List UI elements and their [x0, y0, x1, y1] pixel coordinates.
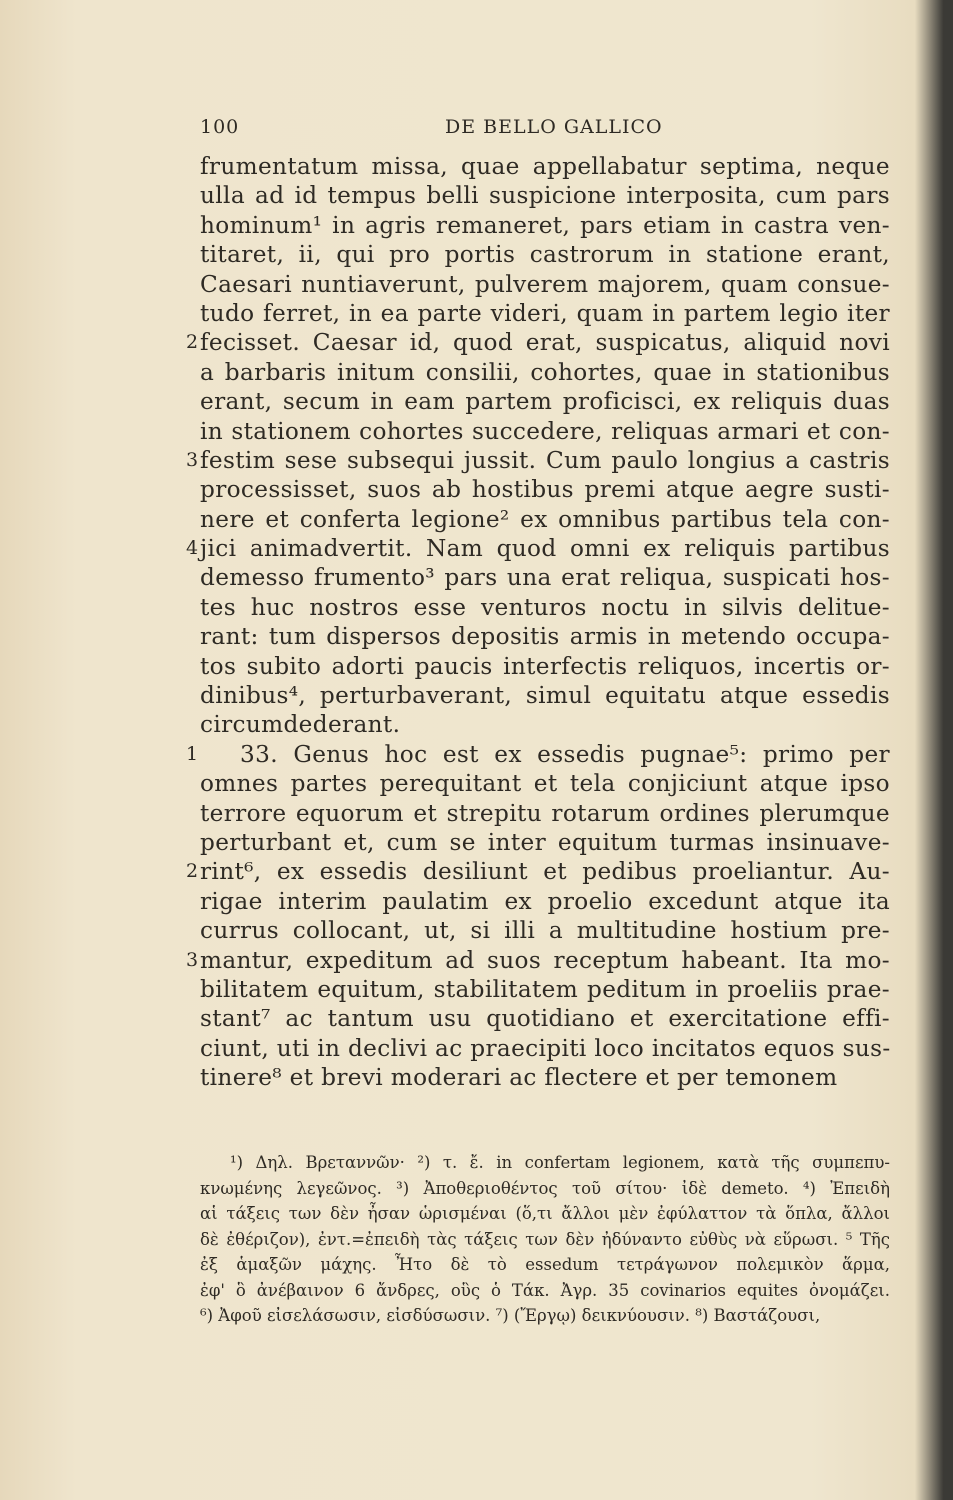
text-line: [186, 740, 890, 769]
text-line-content: rant: tum dispersos depositis armis in metendo occupa-: [200, 623, 890, 651]
main-text: [186, 152, 891, 1093]
text-line-content: tes huc nostros esse venturos noctu in silvis delitue-: [200, 593, 890, 621]
text-line: [200, 358, 890, 387]
text-line-content: dinibus⁴, perturbaverant, simul equitatu atque essedis: [200, 682, 890, 710]
text-line: [200, 240, 890, 269]
page-header: [200, 116, 880, 146]
text-line: [200, 563, 890, 592]
text-line: [200, 916, 890, 945]
text-line-content: perturbant et, cum se inter equitum turmas insinuave-: [200, 828, 890, 856]
text-line-content: currus collocant, ut, si illi a multitudine hostium pre-: [200, 917, 890, 945]
text-line: [200, 1034, 890, 1063]
text-line-content: nere et conferta legione² ex omnibus partibus tela con-: [200, 505, 890, 533]
text-line: [186, 446, 890, 475]
footnote-line: ¹) Δηλ. Βρεταννῶν· ²) τ. ἔ. in confertam legionem, κατὰ τῆς συμπεπυ-: [230, 1153, 890, 1172]
text-line: [200, 887, 890, 916]
running-title: DE BELLO GALLICO: [445, 116, 663, 138]
text-line: [200, 593, 890, 622]
text-line: [200, 475, 890, 504]
text-line: [186, 534, 890, 563]
text-line-content: processisset, suos ab hostibus premi atque aegre susti-: [200, 476, 890, 504]
footnote-line: αἱ τάξεις των δὲν ἦσαν ὡρισμέναι (ὅ,τι ἄλλοι μὲν ἐφύλαττον τὰ ὅπλα, ἄλλοι: [200, 1204, 890, 1223]
margin-section-number: 1: [186, 742, 199, 765]
text-line: [200, 387, 890, 416]
text-line-content: 33. Genus hoc est ex essedis pugnae⁵: primo per: [240, 740, 890, 768]
text-line: [200, 769, 890, 798]
text-line-content: hominum¹ in agris remaneret, pars etiam in castra ven-: [200, 211, 890, 239]
text-line-content: bilitatem equitum, stabilitatem peditum in proeliis prae-: [200, 975, 890, 1003]
margin-section-number: 3: [186, 948, 199, 971]
page-number: 100: [200, 116, 240, 138]
text-line-content: frumentatum missa, quae appellabatur septima, neque: [200, 153, 890, 180]
text-line: [200, 799, 890, 828]
text-line-content: titaret, ii, qui pro portis castrorum in statione erant,: [200, 241, 890, 269]
text-line-content: tos subito adorti paucis interfectis reliquos, incertis or-: [200, 652, 890, 680]
text-line: [200, 211, 890, 240]
text-line-content: rint⁶, ex essedis desiliunt et pedibus proeliantur. Au-: [200, 858, 890, 886]
text-line-content: circumdederant.: [200, 711, 401, 739]
text-line-content: festim sese subsequi jussit. Cum paulo longius a castris: [200, 446, 890, 474]
text-line-content: fecisset. Caesar id, quod erat, suspicatus, aliquid novi: [200, 329, 890, 357]
footnote-line: ἐξ ἁμαξῶν μάχης. Ἦτο δὲ τὸ essedum τετράγωνον πολεμικὸν ἅρμα,: [200, 1255, 890, 1274]
text-line: [200, 152, 890, 181]
text-line: [200, 181, 890, 210]
text-line-content: tinere⁸ et brevi moderari ac flectere et per temonem: [200, 1064, 838, 1092]
text-line: [200, 652, 890, 681]
footnote-line: ἐφ' ὃ ἀνέβαινον 6 ἄνδρες, οὓς ὁ Τάκ. Ἀγρ. 35 covinarios equites ὀνομάζει.: [200, 1280, 890, 1300]
text-line: [186, 946, 890, 975]
text-line: [200, 505, 890, 534]
text-line: [200, 1004, 890, 1033]
margin-section-number: 2: [186, 860, 199, 883]
text-line-content: mantur, expeditum ad suos receptum habeant. Ita mo-: [200, 946, 890, 974]
text-line-content: in stationem cohortes succedere, reliquas armari et con-: [200, 417, 890, 445]
text-line-content: terrore equorum et strepitu rotarum ordines plerumque: [200, 799, 890, 827]
text-line-content: ciunt, uti in declivi ac praecipiti loco incitatos equos sus-: [200, 1034, 891, 1062]
text-line-content: rigae interim paulatim ex proelio excedunt atque ita: [200, 887, 890, 915]
text-line: [186, 857, 890, 886]
text-line: [200, 299, 890, 328]
text-line-content: omnes partes perequitant et tela conjiciunt atque ipso: [200, 770, 890, 798]
text-line-content: Caesari nuntiaverunt, pulverem majorem, quam consue-: [200, 270, 890, 298]
margin-section-number: 4: [186, 537, 199, 560]
text-line-content: tudo ferret, in ea parte videri, quam in partem legio iter: [200, 299, 890, 327]
footnote-line: κνωμένης λεγεῶνος. ³) Ἀποθεριοθέντος τοῦ σίτου· ἰδὲ demeto. ⁴) Ἐπειδὴ: [200, 1178, 890, 1198]
text-line: [200, 828, 890, 857]
text-line: [200, 417, 890, 446]
text-line-content: stant⁷ ac tantum usu quotidiano et exercitatione effi-: [200, 1005, 890, 1033]
footnotes: [200, 1150, 890, 1329]
text-line-content: jici animadvertit. Nam quod omni ex reliquis partibus: [200, 535, 890, 563]
margin-section-number: 3: [186, 448, 199, 471]
text-line: [200, 975, 890, 1004]
footnote-line: δὲ ἐθέριζον), ἐντ.=ἐπειδὴ τὰς τάξεις των δὲν ἠδύναντο εὐθὺς νὰ εὕρωσι. ⁵ Τῆς: [200, 1229, 890, 1249]
text-line: [200, 710, 890, 739]
text-line-content: a barbaris initum consilii, cohortes, quae in stationibus: [200, 358, 890, 386]
text-line: [200, 270, 890, 299]
text-line: [200, 681, 890, 710]
margin-section-number: 2: [186, 331, 199, 354]
text-line: [186, 328, 890, 357]
text-line-content: erant, secum in eam partem proficisci, ex reliquis duas: [200, 388, 890, 416]
text-line-content: demesso frumento³ pars una erat reliqua, suspicati hos-: [200, 564, 890, 592]
footnote-line: ⁶) Ἀφοῦ εἰσελάσωσιν, εἰσδύσωσιν. ⁷) (Ἔργῳ) δεικνύουσιν. ⁸) Βαστάζουσι,: [200, 1306, 821, 1325]
text-line-content: ulla ad id tempus belli suspicione interposita, cum pars: [200, 182, 890, 210]
text-line: [200, 1063, 890, 1092]
text-line: [200, 622, 890, 651]
